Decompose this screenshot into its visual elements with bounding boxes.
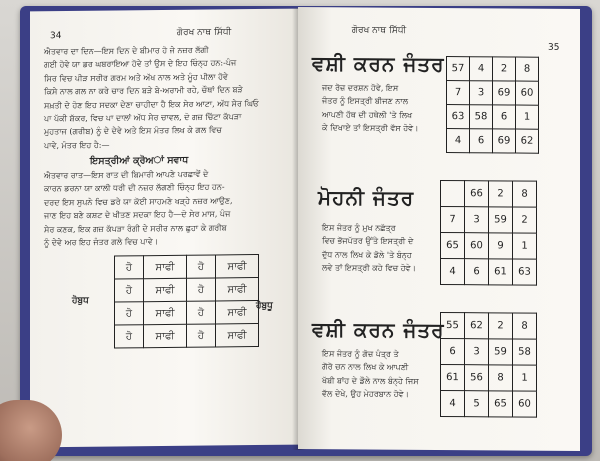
grid-cell: 56 — [465, 365, 489, 391]
grid-cell: 3 — [465, 207, 489, 233]
grid-cell: 62 — [465, 313, 489, 339]
grid-row — [441, 313, 537, 340]
grid-cell: 8 — [516, 57, 539, 81]
grid-cell: 2 — [493, 57, 516, 81]
grid-cell: 4 — [441, 259, 465, 285]
grid-cell: 63 — [513, 259, 537, 285]
grid-cell: 60 — [513, 391, 537, 417]
grid-cell: 58 — [513, 339, 537, 365]
grid-cell: 62 — [516, 129, 539, 153]
left-paragraph-2: ਐਤਵਾਰ ਰਾਤ—ਇਸ ਰਾਤ ਦੀ ਬਿਮਾਰੀ ਆਪਣੇ ਪਰਛਾਵੇਂ ਦੇ ਕਾਰਨ ਡਰਨਾ ਯਾ ਕਾਲੀ ਧਰੀ ਦੀ ਨਜ਼ਰ ਲੱਗਣੀ ਚਿੰਨ੍ਹ ਇਹ ਹਨ- ਦਰਦ ਇਸ ਸੁਪਨੇ ਵਿਚ ਡਰੇ ਯਾ ਕੋਈ ਸਾਹਮਣੇ ਖੜ੍ਹੇ ਨਜ਼ਰ ਆਉਣ, ਜਾਣ ਇਹ ਬਣੇ ਕਸ਼ਟ ਦੇ ਖੀਤਣ ਸਦਕਾ ਇਹ ਹੈ—ਦੋ ਸੇਰ ਮਾਸ, ਪੰਜ ਸੇਰ ਕਣਕ, ਇਕ ਗਜ਼ ਕੱਪੜਾ ਰੰਗੀ ਦੇ ਸਰੀਰ ਨਾਲ ਛੁਹਾ ਕੇ ਗਰੀਬ ਨੂੰ ਦੇਵੇ ਅਰ ਇਹ ਜੰਤਰ ਗਲੇ ਵਿਚ ਪਾਵੇ। — [44, 169, 233, 248]
grid-cell: ਹੋ — [115, 279, 144, 302]
grid-cell: 8 — [513, 313, 537, 339]
grid-cell: 57 — [447, 57, 470, 81]
grid-cell: 1 — [513, 233, 537, 259]
grid-cell: ਸਾਫੀ — [216, 255, 259, 278]
section2-title: ਮੋਹਨੀ ਜੰਤਰ — [318, 185, 415, 210]
grid-row — [441, 339, 537, 366]
grid-cell: 59 — [489, 339, 513, 365]
section3-grid — [440, 312, 537, 418]
grid-cell: 6 — [493, 105, 516, 129]
left-subheading: ਇਸਤ੍ਰੀਆਂ ਕ੍ਰੋਅਾਂ ਸਵਾਧ — [90, 154, 189, 167]
grid-cell: 3 — [470, 81, 493, 105]
grid-cell: ਸਾਫੀ — [216, 301, 259, 324]
grid-row — [115, 324, 259, 349]
grid-row — [447, 57, 539, 82]
grid-cell: ਹੋ — [115, 325, 144, 348]
section1-title: ਵਸ਼ੀ ਕਰਨ ਜੰਤਰ — [312, 51, 445, 77]
grid-cell: ਸਾਫੀ — [216, 278, 259, 301]
section1-grid — [446, 56, 539, 154]
grid-row — [115, 255, 259, 280]
grid-cell: 6 — [441, 339, 465, 365]
grid-cell: ਹੋ — [187, 255, 216, 278]
grid-cell: 6 — [470, 129, 493, 153]
grid-cell: 65 — [489, 391, 513, 417]
grid-cell: 61 — [489, 259, 513, 285]
right-page-number: 35 — [548, 42, 560, 53]
section1-text: ਜਦ ਰੋਜ਼ ਦਰਸ਼ਨ ਹੋਵੇ, ਇਸ ਜੰਤਰ ਨੂੰ ਇਸਤ੍ਰੀ ਬੀਜਣ ਨਾਲ ਆਪਣੀ ਹੱਥ ਦੀ ਹਥੇਲੀ 'ਤੇ ਲਿਖ ਕੇ ਦਿਖਾਏ ਤਾਂ ਇਸਤ੍ਰੀ ਵੱਸ ਹੋਵੇ। — [322, 83, 419, 134]
grid-cell: ਹੋ — [115, 256, 144, 279]
grid-cell — [441, 181, 465, 207]
grid-cell: ਸਾਫੀ — [144, 301, 187, 324]
grid-row — [441, 207, 537, 234]
grid-row — [447, 129, 539, 154]
grid-row — [447, 81, 539, 106]
grid-cell: 8 — [513, 181, 537, 207]
grid-cell: 60 — [465, 233, 489, 259]
left-page — [30, 9, 298, 448]
left-paragraph-1: ਐਤਵਾਰ ਦਾ ਦਿਨ—ਇਸ ਦਿਨ ਦੇ ਬੀਮਾਰ ਹੋ ਜੇ ਨਜ਼ਰ ਲੱਗੀ ਗਈ ਹੋਵੇ ਯਾ ਡਰ ਘਬਰਾਇਆ ਹੋਵੇ ਤਾਂ ਉਸ ਦੇ ਇਹ ਚਿੰਨ੍ਹ ਹਨ:-ਪੰਜ ਸਿਰ ਵਿਚ ਪੀੜ ਸਰੀਰ ਗਰਮ ਅਤੇ ਅੱਖ ਨਾਲ ਅਤੇ ਮੂੰਹ ਪੀਲਾ ਹੋਵੇ ਕਿਸੇ ਨਾਲ ਗਲ ਨਾ ਕਰੇ ਚਾਰ ਦਿਨ ਬੜੇ ਬੇ-ਅਰਾਮੀ ਰਹੇ, ਚੌਥਾਂ ਦਿਨ ਬੜੇ ਸਖ਼ਤੀ ਦੇ ਹੋਣ ਇਹ ਸਦਕਾ ਦੇਣਾ ਚਾਹੀਦਾ ਹੈ ਇਕ ਸੇਰ ਆਟਾ, ਅੱਧ ਸੇਰ ਘਿਓ ਪਾ ਪੱਕੀ ਸ਼ੱਕਰ, ਵਿਚ ਪਾ ਦਾਲਾਂ ਅੱਧ ਸੇਰ ਚਾਵਲ, ਦੋ ਗਜ਼ ਚਿੱਟਾ ਕੱਪੜਾ ਮੁਹਤਾਜ (ਗਰੀਬ) ਨੂੰ ਦੇ ਦੇਵੇ ਅਤੇ ਇਸ ਮੰਤਰ ਲਿਖ ਕੇ ਗਲ ਵਿਚ ਪਾਵੇ, ਮੰਤਰ ਇਹ ਹੈ:— — [44, 45, 259, 151]
grid-cell: 69 — [493, 81, 516, 105]
right-page — [298, 7, 580, 451]
left-side-label: ਹੋਬੁਧ — [72, 295, 89, 306]
grid-cell: 1 — [513, 365, 537, 391]
grid-row — [441, 181, 537, 208]
grid-cell: 61 — [441, 365, 465, 391]
grid-cell: ਸਾਫੀ — [144, 324, 187, 347]
grid-row — [441, 391, 537, 418]
grid-cell: 9 — [489, 233, 513, 259]
grid-cell: 6 — [465, 259, 489, 285]
right-side-label: ਹੋਬੁਧੂ — [256, 300, 273, 312]
section2-text: ਇਸ ਜੰਤਰ ਨੂੰ ਮੁਖ ਨਛੱਤ੍ਰ ਵਿਚ ਭੋਜਪੱਤਰ ਉੱਤੇ ਇਸਤ੍ਰੀ ਦੇ ਦੁੱਧ ਨਾਲ ਲਿਖ ਕੇ ਡੋਲੇ 'ਤੇ ਬੰਨ੍ਹ ਲਵੇ ਤਾਂ ਇਸਤ੍ਰੀ ਕਹੇ ਵਿਚ ਹੋਵੇ। — [322, 223, 416, 274]
grid-cell: 7 — [441, 207, 465, 233]
grid-cell: ਹੋ — [115, 302, 144, 325]
section3-text: ਇਸ ਜੰਤਰ ਨੂੰ ਗੋਜ਼ ਪੰਤ੍ਰ ਤੇ ਗੋਰੋ ਚਨ ਨਾਲ ਲਿਖ ਕੇ ਆਪਣੀ ਖੱਬੀ ਬਾਂਹ ਦੇ ਡੌਲੇ ਨਾਲ ਬੰਨ੍ਹੇ ਜਿਸ ਵੱਲ ਦੇਖੇ, ਉਹ ਮੇਹਰਬਾਨ ਹੋਵੇ। — [322, 349, 419, 400]
grid-row — [115, 278, 259, 303]
grid-cell: ਹੋ — [187, 324, 216, 347]
grid-row — [441, 259, 537, 286]
grid-cell: 65 — [441, 233, 465, 259]
grid-cell: 7 — [447, 81, 470, 105]
left-page-header: ਗੋਰਖ ਨਾਥ ਸਿੱਧੀ — [176, 27, 232, 38]
grid-cell: 2 — [513, 207, 537, 233]
grid-cell: ਸਾਫੀ — [144, 278, 187, 301]
grid-row — [441, 233, 537, 260]
grid-cell: 4 — [441, 391, 465, 417]
grid-cell: 55 — [441, 313, 465, 339]
grid-cell: ਸਾਫੀ — [216, 324, 259, 347]
grid-cell: 69 — [493, 129, 516, 153]
section2-grid — [440, 180, 537, 286]
grid-cell: 3 — [465, 339, 489, 365]
grid-cell: 2 — [489, 313, 513, 339]
right-page-header: ਗੋਰਖ ਨਾਥ ਸਿੱਧੀ — [351, 25, 407, 36]
section3-title: ਵਸ਼ੀ ਕਰਨ ਜੰਤਰ — [312, 317, 445, 343]
grid-cell: 60 — [516, 81, 539, 105]
grid-cell: 1 — [516, 105, 539, 129]
grid-cell: 66 — [465, 181, 489, 207]
grid-row — [447, 105, 539, 130]
grid-cell: ਹੋ — [187, 278, 216, 301]
grid-cell: 5 — [465, 391, 489, 417]
grid-cell: ਸਾਫੀ — [144, 255, 187, 278]
grid-cell: 4 — [470, 57, 493, 81]
grid-cell: 4 — [447, 129, 470, 153]
grid-cell: 8 — [489, 365, 513, 391]
grid-cell: 2 — [489, 181, 513, 207]
left-page-number: 34 — [50, 31, 62, 42]
grid-cell: 59 — [489, 207, 513, 233]
grid-cell: ਹੋ — [187, 301, 216, 324]
left-yantra-grid — [114, 254, 259, 349]
grid-cell: 63 — [447, 105, 470, 129]
grid-row — [441, 365, 537, 392]
grid-cell: 58 — [470, 105, 493, 129]
grid-row — [115, 301, 259, 326]
